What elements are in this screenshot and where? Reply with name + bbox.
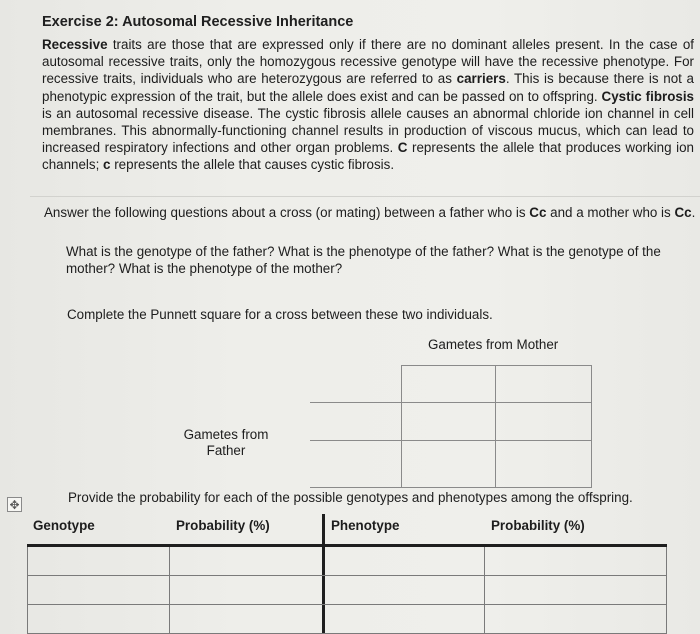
genotype-cell[interactable]: [27, 547, 170, 575]
move-icon[interactable]: ✥: [7, 497, 22, 512]
header-genotype: Genotype: [33, 518, 95, 533]
punnett-cell[interactable]: [496, 403, 592, 441]
exercise-title: Exercise 2: Autosomal Recessive Inheritance: [42, 14, 354, 30]
probability-instruction: Provide the probability for each of the possible genotypes and phenotypes among the offspring.: [68, 490, 633, 505]
probability-cell[interactable]: [485, 547, 667, 575]
punnett-cell[interactable]: [402, 365, 496, 403]
text-run: . This is because there is not a phenotypic expression of the trait, but the allele does exist and can be passed on to offspring.: [42, 71, 695, 104]
gametes-father-line1: Gametes from: [183, 427, 269, 442]
phenotype-cell[interactable]: [325, 547, 485, 575]
probability-cell[interactable]: [170, 547, 325, 575]
punnett-square: [310, 365, 592, 488]
header-probability-genotype: Probability (%): [170, 514, 325, 544]
probability-table-header: [27, 514, 667, 547]
bold-term: c: [103, 157, 111, 173]
punnett-cell[interactable]: [310, 403, 402, 441]
header-probability-phenotype: Probability (%): [491, 518, 585, 533]
header-phenotype: Phenotype: [331, 518, 400, 533]
bold-term: Cc: [529, 205, 547, 220]
probability-cell[interactable]: [485, 576, 667, 604]
bold-term: carriers: [456, 71, 506, 87]
table-row: [27, 547, 667, 576]
gametes-mother-label: Gametes from Mother: [428, 337, 559, 352]
bold-term: C: [397, 140, 408, 156]
punnett-cell[interactable]: [402, 403, 496, 441]
table-row: [27, 576, 667, 605]
text-run: Answer the following questions about a cross (or mating) between a father who is: [44, 205, 530, 220]
bold-term: Cc: [674, 205, 692, 220]
punnett-cell[interactable]: [310, 441, 402, 488]
text-run: and a mother who is: [546, 205, 675, 220]
text-run: .: [691, 205, 696, 220]
question-genotype-phenotype: What is the genotype of the father? What is the phenotype of the father? What is the genotype of the mother? What is the phenotype of the mother?: [66, 244, 661, 277]
probability-cell[interactable]: [485, 605, 667, 633]
phenotype-cell[interactable]: [325, 605, 485, 633]
section-divider: [30, 196, 700, 197]
text-run: represents the allele that causes cystic fibrosis.: [110, 157, 395, 173]
genotype-cell[interactable]: [27, 576, 170, 604]
probability-cell[interactable]: [170, 605, 325, 633]
probability-table: [27, 514, 667, 634]
question-intro: [44, 204, 696, 221]
text-run: is an autosomal recessive disease. The cystic fibrosis allele causes an abnormal chloride ion channel in cell membranes. This abnormally-functioning channel results in production of viscous mucus, which can lead to increased respiratory infections and other organ problems.: [42, 105, 694, 156]
intro-paragraph: [42, 36, 694, 174]
gametes-father-line2: Father: [206, 443, 246, 458]
punnett-instruction: Complete the Punnett square for a cross between these two individuals.: [67, 307, 493, 322]
punnett-cell[interactable]: [496, 365, 592, 403]
bold-term: Cystic fibrosis: [601, 88, 694, 104]
gametes-father-label: [180, 427, 272, 459]
bold-term: Recessive: [42, 37, 108, 52]
phenotype-cell[interactable]: [325, 576, 485, 604]
genotype-cell[interactable]: [27, 605, 170, 633]
punnett-cell[interactable]: [496, 441, 592, 488]
text-run: represents the allele that produces working ion channels;: [42, 140, 694, 173]
punnett-cell[interactable]: [310, 365, 402, 403]
table-row: [27, 605, 667, 634]
text-run: traits are those that are expressed only if there are no dominant alleles present. In the case of autosomal recessive traits, only the homozygous recessive genotype will have the recessive phenotype. For recessive traits, individuals who are heterozygous are referred to as: [42, 37, 694, 87]
probability-cell[interactable]: [170, 576, 325, 604]
probability-table-body: [27, 547, 667, 634]
punnett-cell[interactable]: [402, 441, 496, 488]
